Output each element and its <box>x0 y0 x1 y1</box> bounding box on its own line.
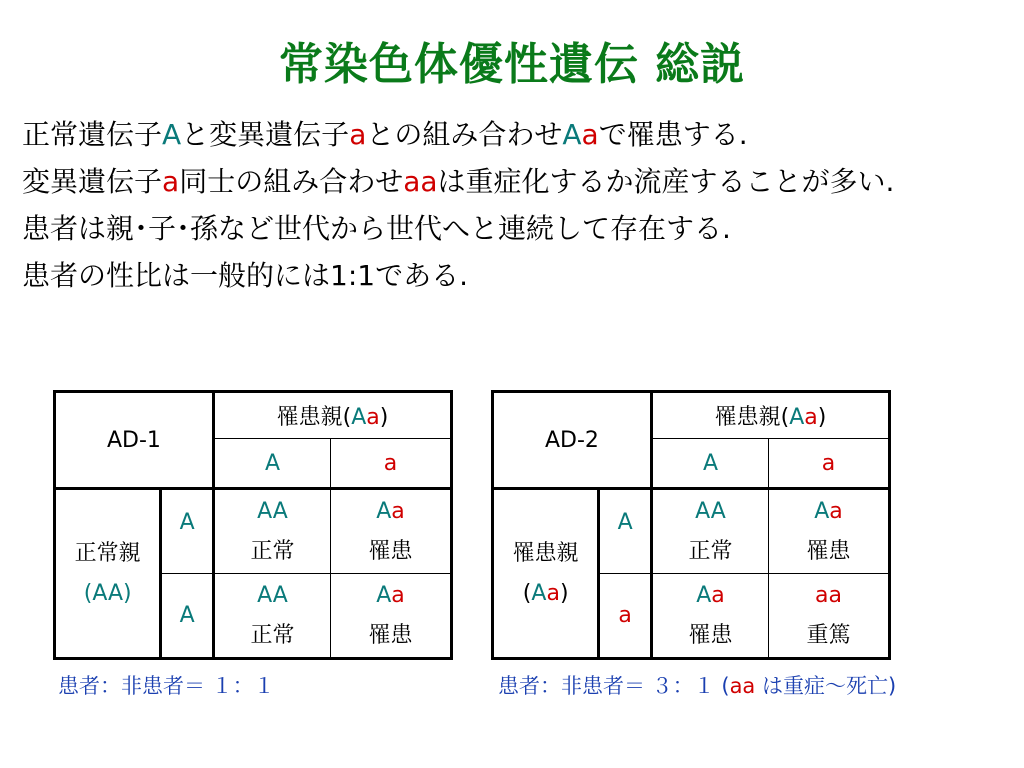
text-span: ) <box>379 405 389 430</box>
col-allele: A <box>651 439 768 489</box>
allele-a: a <box>711 582 725 608</box>
offspring-cell <box>651 574 768 659</box>
col-parent-header <box>651 392 889 439</box>
punnett-table-ad2 <box>491 390 891 660</box>
col-allele: a <box>330 439 451 489</box>
text-span: 変異遺伝子 <box>22 165 163 198</box>
allele-A: A <box>696 582 712 608</box>
ratio-caption-ad1: 患者：非患者＝ １：１ <box>58 674 275 698</box>
text-span: で罹患する. <box>598 118 748 151</box>
genotype-aa: aa <box>403 165 438 198</box>
text-span: 罹患親( <box>276 405 352 430</box>
paragraph-2 <box>22 159 997 204</box>
allele-A: A <box>351 405 367 430</box>
allele-A: A <box>531 580 547 606</box>
phenotype: 正常 <box>250 622 295 648</box>
offspring-cell <box>213 489 330 574</box>
allele-a: a <box>391 582 405 608</box>
allele-a: a <box>349 118 367 151</box>
table-label: AD-1 <box>55 392 214 489</box>
row-parent-header <box>55 489 161 659</box>
offspring-cell <box>769 574 890 659</box>
text-span: との組み合わせ <box>366 118 563 151</box>
allele-A: A <box>789 405 805 430</box>
allele-A: A <box>376 498 392 524</box>
allele-a: a <box>829 498 843 524</box>
offspring-cell <box>213 574 330 659</box>
text-span: 正常遺伝子 <box>22 118 163 151</box>
genotype: AA <box>257 582 288 608</box>
phenotype: 正常 <box>250 538 295 564</box>
col-allele: A <box>213 439 330 489</box>
text-span: は重症化するか流産することが多い. <box>437 165 895 198</box>
offspring-cell <box>330 489 451 574</box>
text-span: ) <box>559 580 569 606</box>
row-parent-header <box>493 489 599 659</box>
genotype: aa <box>815 582 842 608</box>
phenotype: 罹患 <box>368 538 413 564</box>
phenotype: 罹患 <box>368 622 413 648</box>
body-text <box>22 112 997 300</box>
allele-a: a <box>162 165 180 198</box>
row-allele: A <box>161 489 214 574</box>
phenotype: 正常 <box>688 538 733 564</box>
allele-A: A <box>814 498 830 524</box>
allele-a: a <box>546 580 560 606</box>
genotype: AA <box>695 498 726 524</box>
phenotype: 重篤 <box>806 622 851 648</box>
allele-a: a <box>366 405 380 430</box>
allele-a: a <box>804 405 818 430</box>
ratio-caption-ad2 <box>498 670 896 700</box>
text-span: 患者：非患者＝ ３：１ <box>498 674 722 698</box>
allele-A: A <box>562 118 582 151</box>
text-span: ( <box>721 674 730 698</box>
genotype-AA: (AA) <box>83 580 132 606</box>
text-span: ( <box>522 580 532 606</box>
offspring-cell <box>651 489 768 574</box>
genotype: AA <box>257 498 288 524</box>
punnett-table-ad1 <box>53 390 453 660</box>
offspring-cell <box>330 574 451 659</box>
paragraph-1 <box>22 112 997 157</box>
allele-A: A <box>376 582 392 608</box>
allele-a: a <box>581 118 599 151</box>
paragraph-4: 患者の性比は一般的には1:1である. <box>22 259 468 292</box>
text-line: 正常親 <box>74 540 141 566</box>
text-line: 罹患親 <box>512 540 579 566</box>
col-parent-header <box>213 392 451 439</box>
phenotype: 罹患 <box>806 538 851 564</box>
paragraph-3: 患者は親･子･孫など世代から世代へと連続して存在する. <box>22 212 731 245</box>
text-span: と変異遺伝子 <box>181 118 350 151</box>
col-allele: a <box>769 439 890 489</box>
text-span: 同士の組み合わせ <box>179 165 404 198</box>
allele-a: a <box>391 498 405 524</box>
row-allele: A <box>599 489 652 574</box>
table-label: AD-2 <box>493 392 652 489</box>
page-title: 常染色体優性遺伝 総説 <box>278 39 746 90</box>
phenotype: 罹患 <box>688 622 733 648</box>
text-span: は重症～死亡) <box>755 674 897 698</box>
text-span: ) <box>817 405 827 430</box>
row-allele: A <box>161 574 214 659</box>
offspring-cell <box>769 489 890 574</box>
genotype-aa: aa <box>729 674 756 698</box>
text-span: 罹患親( <box>714 405 790 430</box>
row-allele: a <box>599 574 652 659</box>
allele-A: A <box>162 118 182 151</box>
